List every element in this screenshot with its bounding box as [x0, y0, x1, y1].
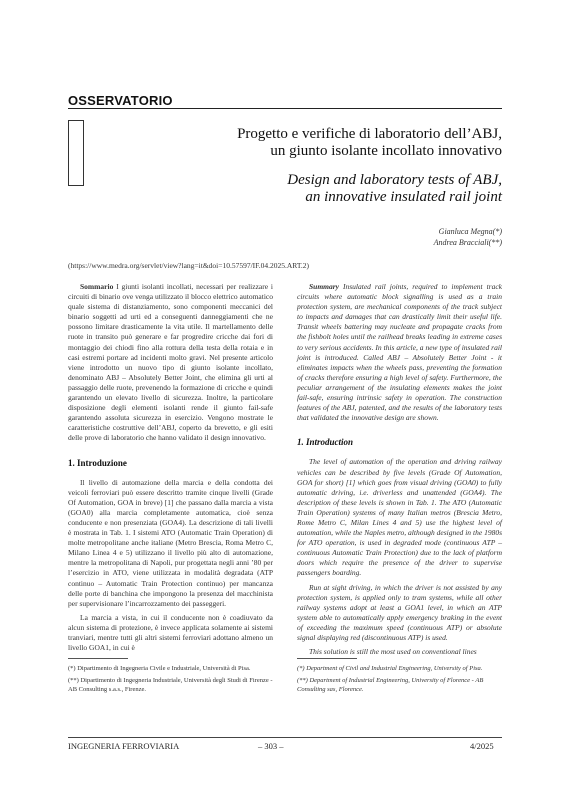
section-label: OSSERVATORIO [68, 93, 173, 108]
title-english [205, 172, 502, 206]
footnote-right-2: (**) Department of Industrial Engineering, University of Florence - AB Consulting sas, Florence. [297, 677, 484, 693]
english-column [297, 282, 502, 657]
footnotes-english [297, 664, 502, 697]
introduction-para-2: Run at sight driving, in which the driver is not assisted by any protection system, is applied only to tram systems, while all other railway systems adopt at least a GOA1 level, in which an ATP system able to automatically apply emergency braking in the event of exceeding the maximum speed (continuous ATP) or absolute signal displaying red (discontinuous ATP) is used. [297, 582, 502, 642]
footnote-left-2: (**) Dipartimento di Ingegneria Industriale, Università degli Studi di Firenze - AB Consulting s.a.s., Firenze. [68, 677, 273, 693]
decorative-side-box [68, 120, 84, 186]
sommario-text: I giunti isolanti incollati, necessari per realizzare i circuiti di binario ove venga utilizzato il blocco elettrico automatico quale sistema di distanziamento, sono componenti meccanici del binario soggetti ad urti ed a conseguenti danneggiamenti che ne possono limitare drasticamente la vita utile. Il martellamento delle ruote in transito può generare e far progredire cricche dai fori di montaggio dei chiodi fino alla rottura della testa della rotaia e in casi estremi portare ad incidenti molto gravi. Nel presente articolo viene introdotto un nuovo tipo di giunto isolante incollato, denominato ABJ – Absolutely Better Joint, che elimina gli urti al passaggio delle ruote, prevenendo la formazione di cricche e quindi garantendo un elevato livello di sicurezza. Inoltre, la particolare disposizione degli elementi isolanti rende il giunto fail-safe garantendo assoluta sicurezza in esercizio. Vengono mostrate le caratteristiche costruttive dell’ABJ, coperto da brevetto, e gli esiti delle prove di laboratorio che hanno validato il design innovativo. [68, 282, 273, 443]
heading-introduction: 1. Introduction [297, 437, 354, 448]
introduzione-para-1: Il livello di automazione della marcia e della condotta dei veicoli ferroviari può essere descritto tramite cinque livelli (Grade Of Automation, GOA in breve) [1] che passano dalla marcia a vista (GOA0) alla marcia completamente automatica, cioè senza conducente e non presenziata (GOA4). La descrizione di tali livelli è mostrata in Tab. 1. I sistemi ATO (Automatic Train Operation) di molte metropolitane anche italiane (Metro Brescia, Roma Metro C, Milano Linea 4 e 5) utilizzano il livello più alto di automazione, mentre la metropolitana di Napoli, pur progettata negli anni ’80 per l’esercizio in ATO, viene utilizzata in modalità degradata (ATP continuo – Automatic Train Protection continuo) per mancanza delle porte di banchina che impongono la presenza del macchinista per supervisionare l’incarrozzamento dei passeggeri. [68, 477, 273, 608]
introduction-para-1: The level of automation of the operation and driving railway vehicles can be described by five levels (Grade Of Automation, GOA for short) [1] which goes from visual driving (GOA0) to fully automatic driving, i.e. driverless and unattended (GOA4). The description of these levels is shown in Tab. 1. The ATO (Automatic Train Operation) systems of many Italian metros (Brescia Metro, Rome Metro C, Milan Lines 4 and 5) use the highest level of automation, while the Naples metro, although designed in the 1980s for ATO operation, is used in degraded mode (continuous ATP – continuous Automatic Train Protection) due to the lack of platform doors which require the presence of the driver to supervise passengers boarding. [297, 457, 502, 578]
footer-journal: INGEGNERIA FERROVIARIA [68, 741, 180, 751]
footnote-left-1: (*) Dipartimento di Ingegneria Civile e Industriale, Università di Pisa. [68, 665, 251, 672]
doi-link[interactable]: (https://www.medra.org/servlet/view?lang=it&doi=10.57597/IF.04.2025.ART.2) [68, 261, 309, 270]
title-italian-line1: Progetto e verifiche di laboratorio dell’ABJ, [237, 126, 502, 142]
title-italian-line2: un giunto isolante incollato innovativo [270, 143, 502, 159]
title-english-line2: an innovative insulated rail joint [305, 189, 502, 205]
footnote-right-1: (*) Department of Civil and Industrial Engineering, University of Pisa. [297, 665, 483, 672]
footnote-rule-right [297, 658, 357, 659]
section-divider [68, 108, 502, 109]
footer-issue: 4/2025 [470, 741, 494, 751]
introduction-para-3: This solution is still the most used on conventional lines [309, 647, 477, 657]
summary-text: Insulated rail joints, required to implement track circuits where automatic block signalling is used as a train protection system, are mechanical components of the track subject to impacts and damages that can drastically limit their useful life. Transit wheels battering may nucleate and propagate cracks from the fishbolt holes until the railhead breaks leading in extreme cases to very serious accidents. In this article, a new type of insulated rail joint is introduced. Called ABJ – Absolutely Better Joint - it eliminates impacts when the wheels pass, preventing the formation of cracks therefore ensuring a high level of safety. Furthermore, the peculiar arrangement of the insulating elements makes the joint fail-safe, ensuring intrinsic safety in operation. The construction features of the ABJ, patented, and the results of the laboratory tests that validated the innovative design are shown. [297, 282, 502, 423]
title-english-line1: Design and laboratory tests of ABJ, [287, 172, 502, 188]
summary-lead: Summary [309, 282, 340, 291]
author-2: Andrea Bracciali(**) [433, 238, 502, 247]
sommario-lead: Sommario [80, 282, 114, 291]
title-italian [205, 126, 502, 160]
italian-column [68, 282, 273, 653]
summary-paragraph [297, 282, 502, 423]
heading-introduzione: 1. Introduzione [68, 457, 127, 468]
introduzione-para-2: La marcia a vista, in cui il conducente non è coadiuvato da alcun sistema di protezione, è invece applicata solamente ai sistemi tranviari, mentre tutti gli altri sistemi ferroviari adottano almeno un livello GOA1, in cui è [68, 612, 273, 653]
authors [380, 226, 502, 248]
sommario-paragraph [68, 282, 273, 444]
footer-divider [68, 737, 502, 738]
footnotes-italian [68, 664, 273, 697]
footnote-rule-left [68, 658, 128, 659]
author-1: Gianluca Megna(*) [438, 227, 502, 236]
footer-page-number: – 303 – [258, 741, 284, 751]
